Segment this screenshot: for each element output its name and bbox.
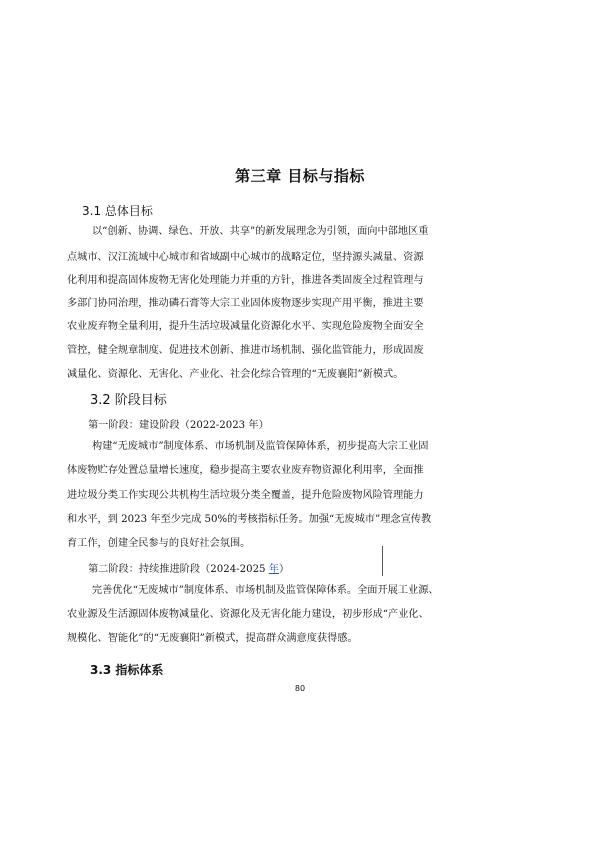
stage-1-label: 第一阶段：建设阶段（2022-2023 年） — [88, 420, 269, 431]
paragraph-line: 进垃圾分类工作实现公共机构生活垃圾分类全覆盖，提升危险废物风险管理能力 — [67, 490, 424, 501]
page-number: 80 — [294, 684, 306, 693]
stage-2-label-suffix: ） — [278, 564, 290, 575]
stage-2-label — [88, 560, 289, 575]
paragraph-line: 完善优化“无废城市”制度体系、市场机制及监管保障体系。全面开展工业源、 — [92, 585, 439, 596]
paragraph-line: 和水平，到 2023 年至少完成 50%的考核指标任务。加强“无废城市”理念宣传教 — [67, 514, 432, 525]
text-cursor-bar — [382, 546, 383, 576]
year-link[interactable]: 年 — [268, 564, 279, 575]
paragraph-line: 农业废弃物全量利用，提升生活垃圾减量化资源化水平、实现危险废物全面安全 — [67, 321, 424, 332]
section-3-3-heading: 3.3 指标体系 — [90, 663, 164, 677]
paragraph-line: 多部门协同治理，推动磷石膏等大宗工业固体废物逐步实现产用平衡，推进主要 — [67, 298, 424, 309]
section-3-2-heading: 3.2 阶段目标 — [90, 393, 167, 408]
chapter-title: 第三章 目标与指标 — [235, 167, 365, 185]
paragraph-line: 以“创新、协调、绿色、开放、共享”的新发展理念为引领，面向中部地区重 — [92, 226, 429, 237]
paragraph-line: 管控，健全规章制度、促进技术创新、推进市场机制、强化监管能力，形成固废 — [67, 345, 424, 356]
paragraph-line: 规模化、智能化”的“无废襄阳”新模式，提高群众满意度获得感。 — [67, 633, 358, 644]
paragraph-line: 构建“无废城市”制度体系、市场机制及监管保障体系，初步提高大宗工业固 — [92, 441, 429, 452]
paragraph-line: 化利用和提高固体废物无害化处理能力并重的方针，推进各类固废全过程管理与 — [67, 275, 424, 286]
paragraph-line: 农业源及生活源固体废物减量化、资源化及无害化能力建设，初步形成“产业化、 — [67, 609, 429, 620]
paragraph-line: 减量化、资源化、无害化、产业化、社会化综合管理的“无废襄阳”新模式。 — [67, 369, 404, 380]
stage-2-label-prefix: 第二阶段：持续推进阶段（2024-2025 — [88, 564, 269, 575]
paragraph-line: 体废物贮存处置总量增长速度，稳步提高主要农业废弃物资源化利用率，全面推 — [67, 465, 424, 476]
paragraph-line: 点城市、汉江流域中心城市和省域副中心城市的战略定位，坚持源头减量、资源 — [67, 252, 424, 263]
section-3-1-heading: 3.1 总体目标 — [82, 204, 153, 218]
paragraph-line: 育工作，创建全民参与的良好社会氛围。 — [67, 538, 251, 549]
